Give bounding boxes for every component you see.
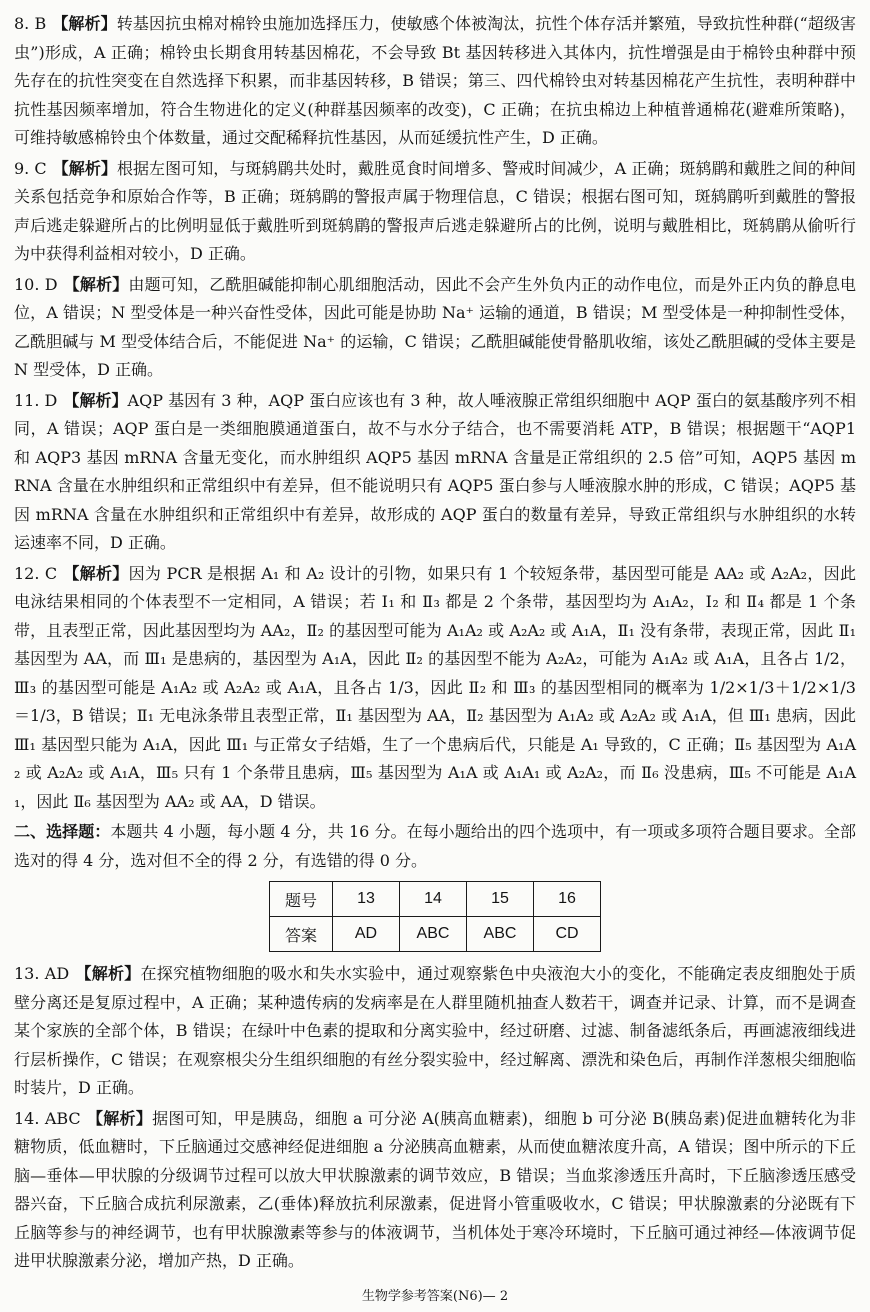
answer-item-8 <box>14 10 856 153</box>
answer-text: 转基因抗虫棉对棉铃虫施加选择压力，使敏感个体被淘汰，抗性个体存活并繁殖，导致抗性种群(“超级害虫”)形成，A 正确；棉铃虫长期食用转基因棉花，不会导致 Bt 基因转移进入其体内，抗性增强是由于棉铃虫种群中预先存在的抗性突变在自然选择下积累，而非基因转移，B 错误；第三、四代棉铃虫对转基因棉花产生抗性，表明种群中抗性基因频率增加，符合生物进化的定义(种群基因频率的改变)，C 正确；在抗虫棉边上种植普通棉花(避难所策略)，可维持敏感棉铃虫个体数量，通过交配稀释抗性基因，从而延缓抗性产生，D 正确。 <box>14 14 856 147</box>
answer-number: 9. C <box>14 158 47 178</box>
table-row <box>270 917 601 952</box>
answer-table-wrapper <box>14 881 856 952</box>
answer-number: 8. B <box>14 14 47 33</box>
answer-item-14 <box>14 1105 856 1276</box>
answer-number: 12. C <box>14 563 58 583</box>
table-cell: 13 <box>333 882 400 917</box>
answer-item-12 <box>14 560 856 817</box>
answer-number: 10. D <box>14 274 58 294</box>
analysis-tag: 【解析】 <box>63 274 129 294</box>
analysis-tag: 【解析】 <box>52 158 117 178</box>
answer-item-11 <box>14 387 856 558</box>
table-cell: 16 <box>534 882 601 917</box>
table-header-cell: 答案 <box>270 917 333 952</box>
answer-text: 由题可知，乙酰胆碱能抑制心肌细胞活动，因此不会产生外负内正的动作电位，而是外正内负的静息电位，A 错误；N 型受体是一种兴奋性受体，因此可能是协助 Na⁺ 运输的通道，B 错误；M 型受体是一种抑制性受体，乙酰胆碱与 M 型受体结合后，不能促进 Na⁺ 的运输，C 错误；乙酰胆碱能使骨骼肌收缩，该处乙酰胆碱的受体主要是 N 型受体，D 正确。 <box>14 274 856 379</box>
answer-item-10 <box>14 271 856 385</box>
table-cell: ABC <box>467 917 534 952</box>
table-cell: CD <box>534 917 601 952</box>
answer-number: 14. ABC <box>14 1108 81 1128</box>
analysis-tag: 【解析】 <box>63 563 129 583</box>
table-row <box>270 882 601 917</box>
answer-text: AQP 基因有 3 种，AQP 蛋白应该也有 3 种，故人唾液腺正常组织细胞中 AQP 蛋白的氨基酸序列不相同，A 错误；AQP 蛋白是一类细胞膜通道蛋白，故不与水分子结合，也不需要消耗 ATP，B 错误；根据题干“AQP1 和 AQP3 基因 mRNA 含量无变化，而水肿组织 AQP5 基因 mRNA 含量是正常组织的 2.5 倍”可知，AQP5 基因 mRNA 含量在水肿组织和正常组织中有差异，但不能说明只有 AQP5 蛋白参与人唾液腺水肿的形成，C 错误；AQP5 基因 mRNA 含量在水肿组织和正常组织中有差异，故形成的 AQP 蛋白的数量有差异，导致正常组织与水肿组织的水转运速率不同，D 正确。 <box>14 390 856 552</box>
answer-text: 根据左图可知，与斑鸫鹛共处时，戴胜觅食时间增多、警戒时间减少，A 正确；斑鸫鹛和戴胜之间的种间关系包括竞争和原始合作等，B 正确；斑鸫鹛的警报声属于物理信息，C 错误；根据右图可知，斑鸫鹛听到戴胜的警报声后逃走躲避所占的比例明显低于戴胜听到斑鸫鹛的警报声后逃走躲避所占的比例，说明与戴胜相比，斑鸫鹛从偷听行为中获得利益相对较小，D 正确。 <box>14 158 856 263</box>
table-cell: ABC <box>400 917 467 952</box>
answer-table <box>269 881 601 952</box>
page-footer: 生物学参考答案(N6)— 2 <box>361 1289 509 1304</box>
table-cell: AD <box>333 917 400 952</box>
analysis-tag: 【解析】 <box>63 390 128 410</box>
answer-item-13 <box>14 960 856 1103</box>
section-instructions: 本题共 4 小题，每小题 4 分，共 16 分。在每小题给出的四个选项中，有一项或多项符合题目要求。全部选对的得 4 分，选对但不全的得 2 分，有选错的得 0 分。 <box>14 822 856 870</box>
answer-text: 在探究植物细胞的吸水和失水实验中，通过观察紫色中央液泡大小的变化，不能确定表皮细胞处于质壁分离还是复原过程中，A 正确；某种遗传病的发病率是在人群里随机抽查人数若干，调查并记录、计算，而不是调查某个家族的全部个体，B 错误；在绿叶中色素的提取和分离实验中，经过研磨、过滤、制备滤纸条后，再画滤液细线进行层析操作，C 错误；在观察根尖分生组织细胞的有丝分裂实验中，经过解离、漂洗和染色后，再制作洋葱根尖细胞临时装片，D 正确。 <box>14 964 856 1097</box>
answer-item-9 <box>14 155 856 269</box>
table-header-cell: 题号 <box>270 882 333 917</box>
section-heading <box>14 818 856 875</box>
answer-text: 因为 PCR 是根据 A₁ 和 A₂ 设计的引物，如果只有 1 个较短条带，基因型可能是 AA₂ 或 A₂A₂，因此电泳结果相同的个体表型不一定相同，A 错误；若 Ⅰ₁ 和 Ⅱ₃ 都是 2 个条带，基因型均为 A₁A₂，Ⅰ₂ 和 Ⅱ₄ 都是 1 个条带，且表型正常，因此基因型均为 AA₂，Ⅱ₂ 的基因型可能为 A₁A₂ 或 A₂A₂ 或 A₁A，Ⅱ₁ 没有条带，表现正常，因此 Ⅱ₁ 基因型为 AA，而 Ⅲ₁ 是患病的，基因型为 A₁A，因此 Ⅱ₂ 的基因型不能为 A₂A₂，可能为 A₁A₂ 或 A₁A，且各占 1/2，Ⅲ₃ 的基因型可能是 A₁A₂ 或 A₂A₂ 或 A₁A，且各占 1/3，因此 Ⅱ₂ 和 Ⅲ₃ 的基因型相同的概率为 1/2×1/3＋1/2×1/3＝1/3，B 错误；Ⅱ₁ 无电泳条带且表型正常，Ⅱ₁ 基因型为 AA，Ⅱ₂ 基因型为 A₁A₂ 或 A₂A₂ 或 A₁A，但 Ⅲ₁ 患病，因此 Ⅲ₁ 基因型只能为 A₁A，因此 Ⅲ₁ 与正常女子结婚，生了一个患病后代，只能是 A₁ 导致的，C 正确；Ⅱ₅ 基因型为 A₁A₂ 或 A₂A₂ 或 A₁A，Ⅲ₅ 只有 1 个条带且患病，Ⅲ₅ 基因型为 A₁A 或 A₁A₁ 或 A₂A₂，而 Ⅱ₆ 没患病，Ⅲ₅ 不可能是 A₁A₁，因此 Ⅱ₆ 基因型为 AA₂ 或 AA，D 错误。 <box>14 563 856 811</box>
analysis-tag: 【解析】 <box>75 964 141 983</box>
answer-text: 据图可知，甲是胰岛，细胞 a 可分泌 A(胰高血糖素)，细胞 b 可分泌 B(胰岛素)促进血糖转化为非糖物质，低血糖时，下丘脑通过交感神经促进细胞 a 分泌胰高血糖素，从而使血糖浓度升高，A 错误；图中所示的下丘脑—垂体—甲状腺的分级调节过程可以放大甲状腺激素的调节效应，B 错误；当血浆渗透压升高时，下丘脑渗透压感受器兴奋，下丘脑合成抗利尿激素，乙(垂体)释放抗利尿激素，促进肾小管重吸收水，C 错误；甲状腺激素的分泌既有下丘脑等参与的神经调节，也有甲状腺激素等参与的体液调节，当机体处于寒冷环境时，下丘脑可通过神经—体液调节促进甲状腺激素分泌，增加产热，D 正确。 <box>14 1108 856 1270</box>
analysis-tag: 【解析】 <box>86 1108 153 1128</box>
answer-number: 13. AD <box>14 964 70 983</box>
analysis-tag: 【解析】 <box>52 14 117 33</box>
table-cell: 15 <box>467 882 534 917</box>
answer-number: 11. D <box>14 390 58 410</box>
table-cell: 14 <box>400 882 467 917</box>
section-title: 二、选择题： <box>14 822 111 841</box>
